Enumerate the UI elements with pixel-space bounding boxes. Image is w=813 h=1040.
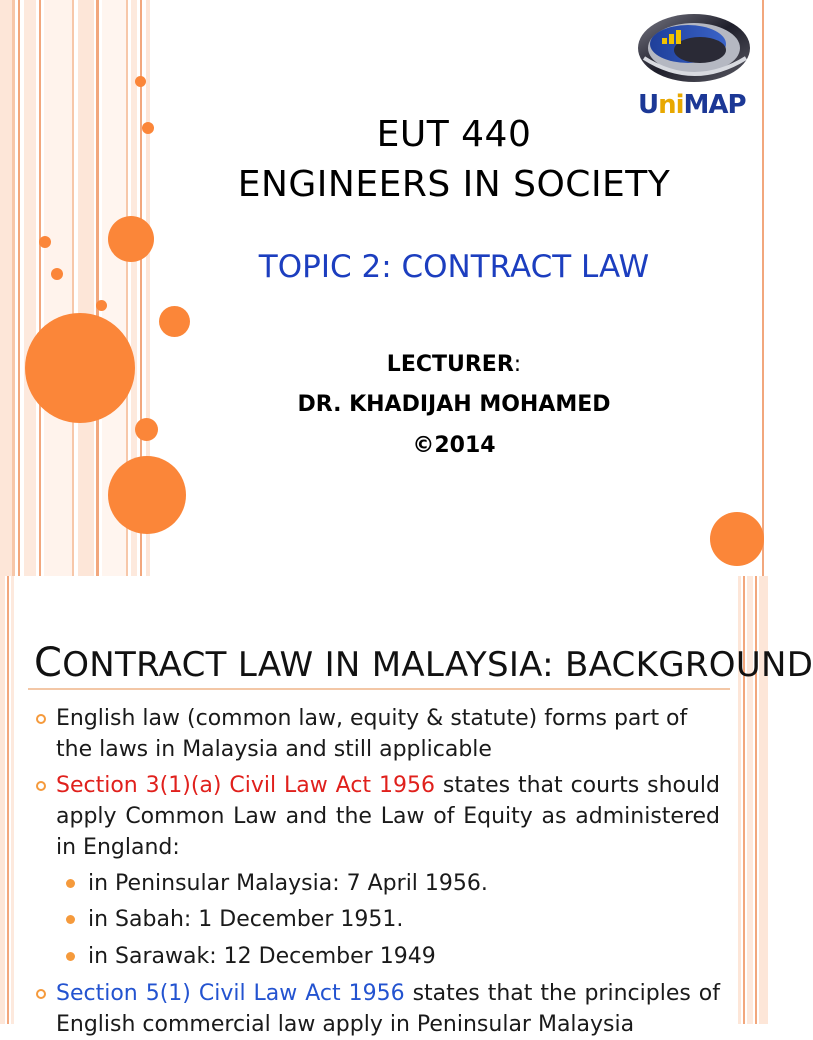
lecturer-label: LECTURER: xyxy=(386,352,522,377)
stripe-decoration xyxy=(39,0,41,576)
sub-bullet-text: in Peninsular Malaysia: 7 April 1956. xyxy=(88,871,488,896)
stripe-decoration xyxy=(96,0,99,576)
decorative-dot xyxy=(710,512,764,566)
slide-title: CONTRACT LAW IN MALAYSIA: BACKGROUND xyxy=(34,640,813,686)
decorative-dot xyxy=(108,456,186,534)
bullet-ring-icon xyxy=(36,781,46,791)
unimap-logo-text: UniMAP xyxy=(638,90,746,120)
bullet-ring-icon xyxy=(36,714,46,724)
decorative-dot xyxy=(135,76,146,87)
bullet-text: Section 5(1) Civil Law Act 1956 states that the principles of English commercial law apply in Peninsular Malaysia xyxy=(56,981,720,1037)
title-divider xyxy=(28,688,730,690)
course-title: ENGINEERS IN SOCIETY xyxy=(237,164,671,205)
decorative-dot xyxy=(39,236,51,248)
stripe-decoration xyxy=(0,576,5,1024)
course-code: EUT 440 xyxy=(376,114,532,155)
bullet-ring-icon xyxy=(36,989,46,999)
stripe-decoration xyxy=(78,0,94,576)
legal-reference: Section 3(1)(a) Civil Law Act 1956 xyxy=(56,773,435,798)
topic-title: TOPIC 2: CONTRACT LAW xyxy=(258,249,650,285)
decorative-dot xyxy=(96,300,107,311)
stripe-decoration xyxy=(44,0,72,576)
stripe-decoration xyxy=(7,576,9,1024)
legal-reference: Section 5(1) Civil Law Act 1956 xyxy=(56,981,405,1006)
stripe-decoration xyxy=(12,0,15,576)
bullet-text: English law (common law, equity & statute) forms part of the laws in Malaysia and still applicable xyxy=(56,706,688,762)
decorative-dot xyxy=(25,313,135,423)
sub-bullet-text: in Sabah: 1 December 1951. xyxy=(88,907,404,932)
stripe-decoration xyxy=(0,0,12,576)
bullet-text: Section 3(1)(a) Civil Law Act 1956 states that courts should apply Common Law and the Law of Equity as administered in England: xyxy=(56,773,720,860)
stripe-decoration xyxy=(72,0,74,576)
content-slide xyxy=(0,576,813,1037)
stripe-decoration xyxy=(11,576,14,1024)
sub-bullet-dot-icon xyxy=(66,915,75,924)
decorative-dot xyxy=(51,268,63,280)
stripe-decoration xyxy=(18,0,20,576)
decorative-dot xyxy=(159,306,190,337)
lecturer-name: DR. KHADIJAH MOHAMED xyxy=(297,392,611,417)
copyright-year: ©2014 xyxy=(412,433,496,458)
sub-bullet-dot-icon xyxy=(66,879,75,888)
stripe-decoration xyxy=(762,0,764,576)
sub-bullet-text: in Sarawak: 12 December 1949 xyxy=(88,944,436,969)
stripe-decoration xyxy=(24,0,36,576)
sub-bullet-dot-icon xyxy=(66,952,75,961)
